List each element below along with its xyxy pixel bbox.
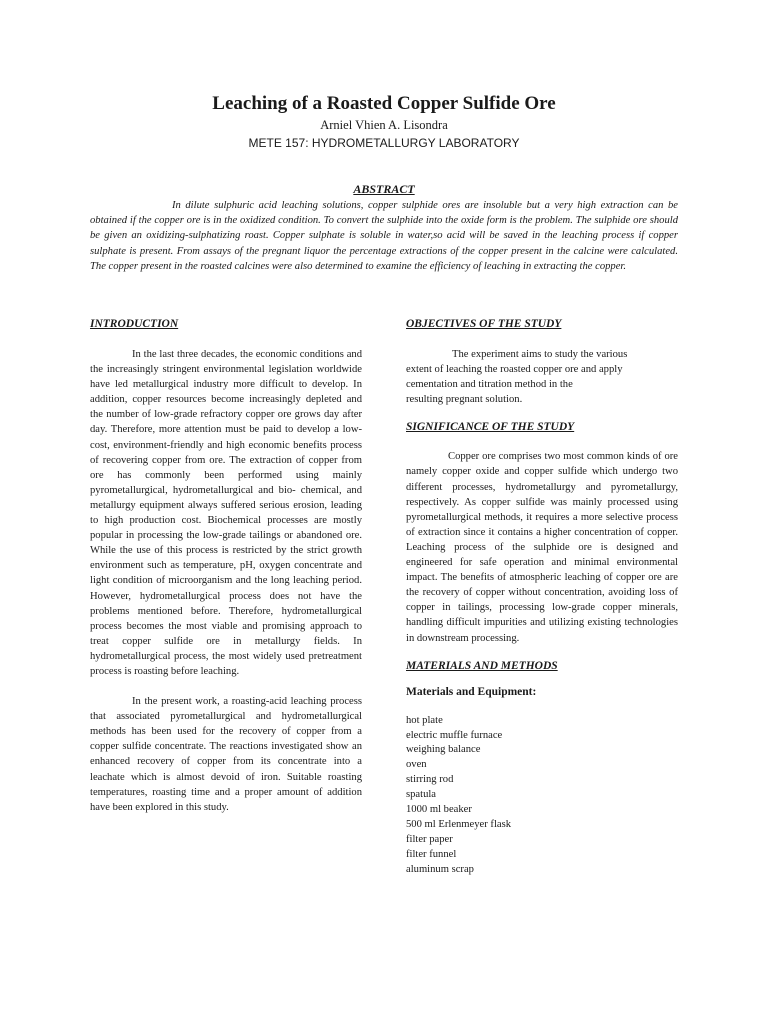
materials-methods-heading: MATERIALS AND METHODS (406, 659, 558, 672)
list-item: spatula (406, 789, 437, 801)
abstract-heading: ABSTRACT (353, 182, 415, 196)
significance-paragraph: Copper ore comprises two most common kinds of ore namely copper oxide and copper sulfide which undergo two different processes, hydrometallurgy and pyrometallurgy, respectively. As copper sulfide was mainly processed using pyrometallurgical methods, it requires a more selective process of extraction since it contains a higher concentration of copper. Leaching process of the sulphide ore is designed and engineered for safe operation and minimal environmental impact. The benefits of atmospheric leaching of copper ore are the recovery of copper without concentration, avoiding loss of copper in tailings, processing low-grade copper minerals, handling difficult impurities and utilizing existing technologies in downstream processing. (406, 451, 678, 644)
list-item: electric muffle furnace (406, 729, 503, 741)
left-column (90, 316, 362, 815)
objectives-line: cementation and titration method in the (406, 379, 573, 391)
objectives-line: resulting pregnant solution. (406, 394, 523, 406)
introduction-heading: INTRODUCTION (90, 318, 179, 330)
list-item: weighing balance (406, 744, 481, 756)
objectives-heading: OBJECTIVES OF THE STUDY (406, 318, 562, 330)
objectives-line: extent of leaching the roasted copper ore and apply (406, 364, 623, 376)
right-column (406, 316, 678, 878)
course-name: METE 157: HYDROMETALLURGY LABORATORY (248, 136, 520, 150)
introduction-paragraph-1: In the last three decades, the economic conditions and the increasingly stringent environmental legislation worldwide have led metallurgical industry more difficult to develop. In addition, copper resources become increasingly depleted and the number of low-grade refractory copper ore grows day after day. Therefore, more attention must be paid to develop a low-cost, environment-friendly and high economic benefits process of recovering copper from ore. The extraction of copper from ore has commonly been performed using mainly pyrometallurgical, hydrometallurgical and bio- chemical, and metallurgy equipment always suffered serious erosion, leading to high production cost. Biochemical processes are mostly popular in processing the low-grade tailings or abandoned ore. While the use of this process is restricted by the strict growth environment such as temperature, pH, oxygen concentrate and light condition of microorganism and the long leaching period. However, hydrometallurgical process does not have the problems mentioned before. Therefore, hydrometallurgical process becomes the most viable and promising approach to treat copper sulfide ore in metallurgy fields. In hydrometallurgical process, the most widely used pretreatment process is roasting before leaching. (90, 349, 362, 677)
materials-equipment-subheading: Materials and Equipment: (406, 685, 537, 698)
author-name: Arniel Vhien A. Lisondra (320, 118, 448, 132)
list-item: 500 ml Erlenmeyer flask (406, 818, 512, 830)
list-item: stirring rod (406, 774, 454, 786)
list-item: filter paper (406, 833, 453, 845)
list-item: hot plate (406, 714, 443, 726)
list-item: 1000 ml beaker (406, 804, 472, 816)
objectives-body (406, 347, 678, 407)
abstract-body: In dilute sulphuric acid leaching solutions, copper sulphide ores are insoluble but a very high extraction can be obtained if the copper ore is in the oxidized condition. To convert the sulphide into the oxide form is the problem. The sulphide ore should be given an oxidizing-sulphatizing roast. Copper sulphate is soluble in water,so acid will be saved in the leaching process if copper sulphate is present. From assays of the pregnant liquor the percentage extractions of the copper present in the calcine were calculated. The copper present in the roasted calcines were also determined to examine the efficiency of leaching in extracting the copper. (90, 200, 678, 272)
list-item: aluminum scrap (406, 863, 474, 875)
objectives-line: The experiment aims to study the various (452, 349, 628, 360)
introduction-paragraph-2: In the present work, a roasting-acid leaching process that associated pyrometallurgical and hydrometallurgical methods has been used for the recovery of copper from a copper sulfide concentrate. The reactions investigated show an enhanced recovery of copper from its concentrate into a leachate which is almost devoid of iron. Suitable roasting temperatures, roasting time and a proper amount of addition have been explored in this study. (90, 696, 362, 813)
list-item: filter funnel (406, 848, 457, 860)
list-item: oven (406, 759, 427, 771)
paper-title: Leaching of a Roasted Copper Sulfide Ore (212, 93, 556, 114)
materials-list (406, 714, 678, 878)
significance-heading: SIGNIFICANCE OF THE STUDY (406, 421, 575, 434)
